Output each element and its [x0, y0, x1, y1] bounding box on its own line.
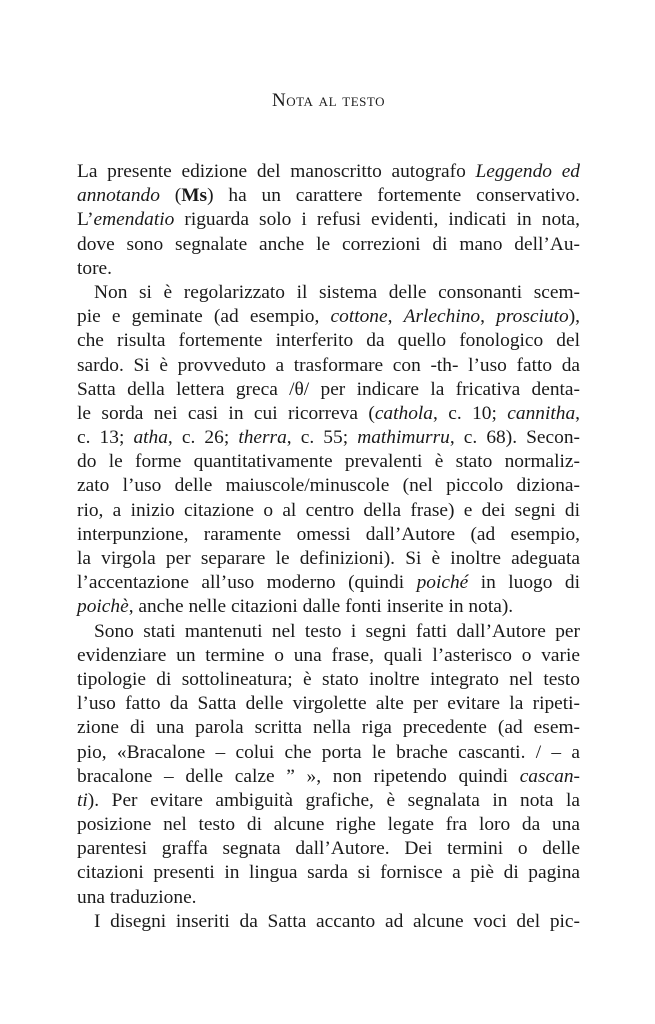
text-segment: citazioni presenti in lingua sarda si fornisce a piè di pagina: [77, 862, 580, 884]
text-segment: , c. 26;: [167, 427, 239, 449]
italic-text: atha: [133, 427, 168, 449]
text-line: [77, 644, 580, 668]
text-line: [77, 837, 580, 861]
italic-text: cottone: [330, 306, 388, 328]
text-segment: , anche nelle citazioni dalle fonti inserite in nota).: [128, 596, 514, 618]
text-line: [77, 378, 580, 402]
text-line: [77, 716, 580, 740]
italic-text: emendatio: [93, 209, 175, 231]
text-line: [77, 354, 580, 378]
text-segment: in luogo di: [468, 572, 580, 594]
italic-text: Leggendo ed: [475, 161, 580, 182]
text-segment: la virgola per separare le definizioni). Si è inoltre adeguata: [77, 548, 580, 569]
text-line: [77, 208, 580, 232]
italic-text: Arlechino: [403, 306, 481, 328]
text-segment: rio, a inizio citazione o al centro della frase) e dei segni di: [77, 499, 580, 521]
italic-text: cathola: [374, 402, 433, 424]
text-segment: ) ha un carattere fortemente conservativo.: [207, 185, 581, 207]
text-segment: c. 13;: [77, 427, 134, 449]
text-segment: zione di una parola scritta nella riga precedente (ad esem-: [77, 717, 580, 739]
italic-text: poiché: [416, 572, 469, 594]
text-segment: zato l’uso delle maiuscole/minuscole (nel piccolo diziona-: [77, 475, 580, 497]
text-line: [77, 281, 580, 305]
text-segment: l’uso fatto da Satta delle virgolette alte per evitare la ripeti-: [77, 693, 580, 715]
text-segment: che risulta fortemente interferito da quello fonologico del: [77, 330, 580, 352]
italic-text: cannitha: [507, 402, 576, 424]
text-segment: pio, «Bracalone – colui che porta le brache cascanti. / – a: [77, 741, 580, 763]
bold-text: Ms: [181, 185, 208, 207]
text-line: [77, 160, 580, 184]
text-segment: Non si è regolarizzato il sistema delle consonanti scem-: [94, 281, 580, 303]
text-segment: do le forme quantitativamente prevalenti è stato normaliz-: [77, 451, 580, 473]
text-line: [77, 571, 580, 595]
text-line: [77, 305, 580, 329]
text-segment: ),: [568, 306, 581, 328]
text-segment: ). Per evitare ambiguità grafiche, è segnalata in nota la: [87, 789, 580, 811]
text-segment: La presente edizione del manoscritto autografo: [77, 161, 476, 182]
text-segment: riguarda solo i refusi evidenti, indicati in nota,: [174, 209, 580, 231]
text-segment: ,: [387, 306, 404, 328]
text-line: [77, 861, 580, 885]
text-line: [77, 668, 580, 692]
text-line: [77, 789, 580, 813]
italic-text: therra: [238, 427, 287, 449]
text-line: [77, 426, 580, 450]
text-segment: tore.: [77, 257, 112, 279]
text-segment: sardo. Si è provveduto a trasformare con -th- l’uso fatto da: [77, 354, 580, 376]
text-segment: , c. 10;: [433, 402, 508, 424]
text-segment: tipologie di sottolineatura; è stato inoltre integrato nel testo: [77, 668, 580, 690]
text-segment: ,: [480, 306, 497, 328]
text-segment: , c. 55;: [286, 427, 358, 449]
text-segment: L’: [77, 209, 94, 231]
text-segment: evidenziare un termine o una frase, quali l’asterisco o varie: [77, 644, 580, 666]
italic-text: annotando: [77, 185, 160, 207]
text-segment: , c. 68). Secon-: [449, 427, 580, 449]
italic-text: poichè: [77, 596, 129, 618]
text-line: [77, 547, 580, 571]
text-segment: parentesi graffa segnata dall’Autore. Dei termini o delle: [77, 838, 580, 860]
text-line: [77, 402, 580, 426]
running-head: Nota al testo: [272, 90, 385, 111]
text-segment: le sorda nei casi in cui ricorreva (: [77, 402, 375, 424]
text-segment: bracalone – delle calze ” », non ripetendo quindi: [77, 765, 520, 787]
text-line: [77, 450, 580, 474]
text-line: [77, 620, 580, 644]
text-line: [77, 813, 580, 837]
text-line: [77, 765, 580, 789]
text-segment: Sono stati mantenuti nel testo i segni fatti dall’Autore per: [94, 620, 580, 642]
text-line: [77, 233, 580, 257]
text-line: [77, 184, 580, 208]
text-line: [77, 741, 580, 765]
text-segment: l’accentazione all’uso moderno (quindi: [77, 572, 417, 594]
text-segment: una traduzione.: [77, 886, 197, 908]
text-line: [77, 910, 580, 934]
italic-text: ti: [77, 789, 88, 811]
text-segment: dove sono segnalate anche le correzioni di mano dell’Au-: [77, 233, 580, 255]
text-line: [77, 474, 580, 498]
text-line: [77, 257, 580, 281]
text-segment: pie e geminate (ad esempio,: [77, 306, 331, 328]
italic-text: cascan-: [519, 765, 580, 787]
text-line: [77, 692, 580, 716]
body-text: [77, 160, 580, 934]
text-line: [77, 886, 580, 910]
text-line: [77, 499, 580, 523]
italic-text: prosciuto: [496, 306, 569, 328]
text-line: [77, 523, 580, 547]
text-line: [77, 595, 580, 619]
text-line: [77, 329, 580, 353]
text-segment: Satta della lettera greca /θ/ per indicare la fricativa denta-: [77, 378, 580, 400]
text-segment: (: [159, 185, 182, 207]
text-segment: I disegni inseriti da Satta accanto ad alcune voci del pic-: [94, 910, 580, 932]
italic-text: mathimurru: [357, 427, 450, 449]
text-segment: ,: [575, 402, 580, 424]
text-segment: posizione nel testo di alcune righe legate fra loro da una: [77, 814, 580, 836]
text-segment: interpunzione, raramente omessi dall’Autore (ad esempio,: [77, 523, 580, 545]
page: [77, 0, 580, 1024]
